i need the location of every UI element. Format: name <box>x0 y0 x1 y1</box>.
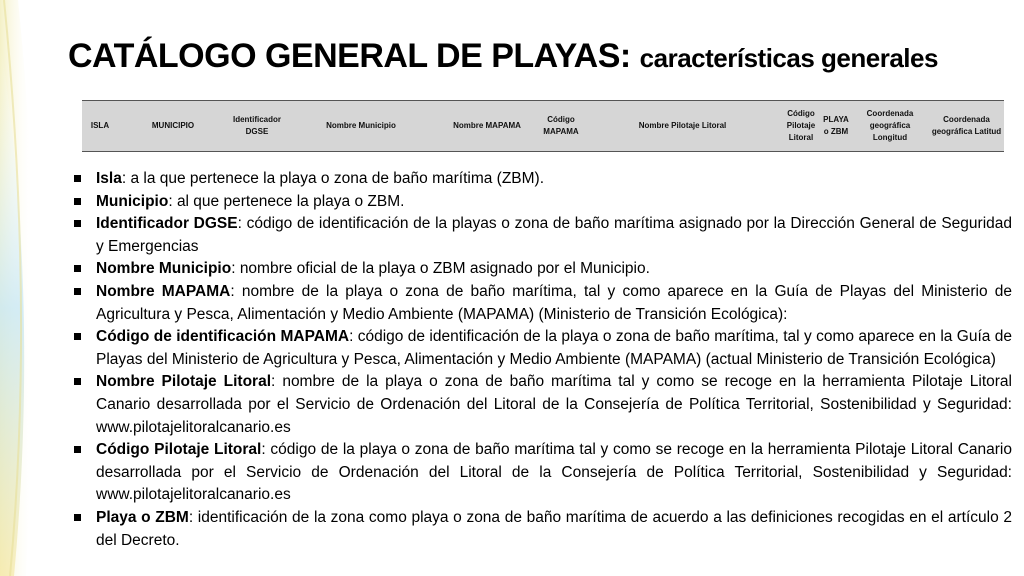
title-subtitle: características generales <box>639 43 938 73</box>
list-item <box>74 258 1012 281</box>
definitions-list <box>74 168 1012 552</box>
definition-term: Identificador DGSE <box>96 215 238 233</box>
table-header-row <box>82 101 1004 152</box>
column-header: ISLA <box>90 121 110 130</box>
bullet-icon <box>74 198 81 205</box>
list-item <box>74 281 1012 326</box>
column-header: PLAYA o ZBM <box>823 115 849 136</box>
definition-text: : código de identificación de la playas o zona de baño marítima asignado por la Dirección General de Seguridad y Emergencias <box>96 215 1012 255</box>
definition-term: Nombre Pilotaje Litoral <box>96 373 272 391</box>
definition-term: Playa o ZBM <box>96 508 189 526</box>
list-item <box>74 439 1012 507</box>
bullet-icon <box>74 378 81 385</box>
definition-text: : nombre de la playa o zona de baño marítima, tal y como aparece en la Guía de Playas del Ministerio de Agricultura y Pesca, Alimentación y Medio Ambiente (MAPAMA) (Ministerio de Transición Ecológica): <box>96 282 1012 323</box>
definition-term: Isla <box>96 170 122 187</box>
column-header: Código MAPAMA <box>543 115 579 136</box>
definition-term: Nombre Municipio <box>96 260 232 278</box>
list-item <box>74 371 1012 439</box>
list-item <box>74 213 1012 258</box>
definition-term: Código de identificación MAPAMA <box>96 328 350 346</box>
list-item <box>74 168 1012 191</box>
definition-text: : código de la playa o zona de baño marítima tal y como se recoge en la herramienta Pilotaje Litoral Canario desarrollada por el Servicio de Ordenación del Litoral de la Consejería de Política Territorial, Sostenibilidad y Seguridad: www.pilotajelitoralcanario.es <box>96 441 1012 504</box>
column-header: Nombre Municipio <box>326 121 396 130</box>
definition-text: : código de identificación de la playa o zona de baño marítima, tal y como aparece en la Guía de Playas del Ministerio de Agricultura y Pesca, Alimentación y Medio Ambiente (MAPAMA) (actual Ministerio de Transición Ecológica) <box>96 328 1012 368</box>
column-header: Código Pilotaje Litoral <box>786 109 816 142</box>
list-item <box>74 191 1012 214</box>
bullet-icon <box>74 446 81 453</box>
bullet-icon <box>74 514 81 521</box>
definition-term: Nombre MAPAMA <box>96 282 231 300</box>
column-header: Identificador DGSE <box>232 115 281 136</box>
slide-title <box>68 34 1018 80</box>
bullet-icon <box>74 288 81 295</box>
column-header: Nombre MAPAMA <box>453 121 521 130</box>
column-header: Coordenada geográfica Latitud <box>931 115 1002 136</box>
bullet-icon <box>74 175 81 182</box>
bullet-icon <box>74 333 81 340</box>
definition-term: Código Pilotaje Litoral <box>96 441 262 459</box>
column-header: Nombre Pilotaje Litoral <box>638 121 727 130</box>
catalog-header-table <box>82 100 1004 152</box>
definition-text: : nombre oficial de la playa o ZBM asignado por el Municipio. <box>231 260 650 278</box>
title-main: CATÁLOGO GENERAL DE PLAYAS: <box>68 37 631 75</box>
definition-text: : identificación de la zona como playa o zona de baño marítima de acuerdo a las definiciones recogidas en el artículo 2 del Decreto. <box>96 508 1012 549</box>
definition-text: : al que pertenece la playa o ZBM. <box>168 192 405 210</box>
column-header: Coordenada geográfica Longitud <box>866 109 914 142</box>
definition-text: : nombre de la playa o zona de baño marítima tal y como se recoge en la herramienta Pilotaje Litoral Canario desarrollada por el Servicio de Ordenación del Litoral de la Consejería de Política Territorial, Sostenibilidad y Seguridad: www.pilotajelitoralcanario.es <box>96 373 1012 436</box>
bullet-icon <box>74 265 81 272</box>
list-item <box>74 507 1012 552</box>
slide-decoration <box>0 0 60 576</box>
list-item <box>74 326 1012 371</box>
bullet-icon <box>74 220 81 227</box>
definition-term: Municipio <box>96 192 169 210</box>
column-header: MUNICIPIO <box>151 121 195 130</box>
definition-text: : a la que pertenece la playa o zona de baño marítima (ZBM). <box>121 170 545 187</box>
